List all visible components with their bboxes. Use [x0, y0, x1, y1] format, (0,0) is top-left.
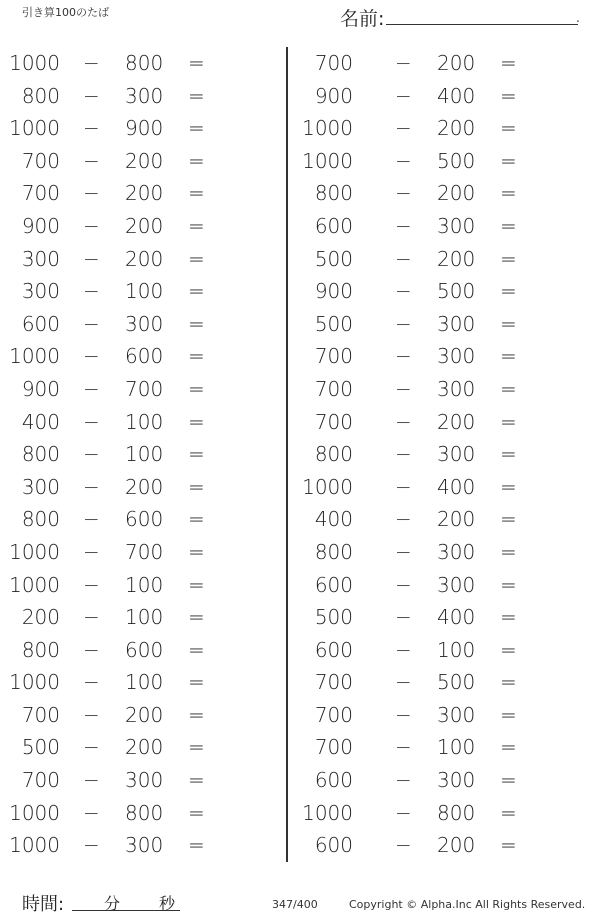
- minus-sign: −: [83, 768, 100, 793]
- problem-row: [290, 112, 600, 145]
- problem-row: [290, 569, 600, 602]
- equals-sign: =: [188, 670, 205, 695]
- minus-sign: −: [395, 83, 412, 108]
- problem-row: [290, 471, 600, 504]
- problem-row: [290, 536, 600, 569]
- minus-sign: −: [395, 376, 412, 401]
- problem-row: [290, 308, 600, 341]
- subtrahend: 200: [125, 474, 164, 499]
- minus-sign: −: [83, 800, 100, 825]
- subtrahend: 400: [437, 474, 476, 499]
- minus-sign: −: [83, 344, 100, 369]
- problem-row: [290, 503, 600, 536]
- equals-sign: =: [188, 279, 205, 304]
- equals-sign: =: [500, 246, 517, 271]
- subtrahend: 200: [125, 702, 164, 727]
- problem-row: [0, 112, 285, 145]
- equals-sign: =: [500, 116, 517, 141]
- problem-row: [290, 731, 600, 764]
- subtrahend: 800: [437, 800, 476, 825]
- minuend: 800: [21, 507, 60, 532]
- minus-sign: −: [395, 539, 412, 564]
- subtrahend: 200: [125, 148, 164, 173]
- subtrahend: 100: [125, 279, 164, 304]
- subtrahend: 800: [125, 800, 164, 825]
- equals-sign: =: [500, 344, 517, 369]
- minuend: 700: [314, 376, 353, 401]
- minus-sign: −: [395, 735, 412, 760]
- problem-row: [0, 210, 285, 243]
- minuend: 600: [314, 213, 353, 238]
- minus-sign: −: [395, 833, 412, 858]
- minuend: 1000: [9, 572, 60, 597]
- minus-sign: −: [83, 442, 100, 467]
- minuend: 600: [314, 637, 353, 662]
- problem-row: [290, 699, 600, 732]
- equals-sign: =: [500, 148, 517, 173]
- minus-sign: −: [395, 507, 412, 532]
- minuend: 500: [314, 311, 353, 336]
- minuend: 600: [314, 768, 353, 793]
- minus-sign: −: [83, 735, 100, 760]
- problem-row: [0, 569, 285, 602]
- subtrahend: 300: [125, 768, 164, 793]
- minus-sign: −: [83, 409, 100, 434]
- subtrahend: 200: [125, 213, 164, 238]
- equals-sign: =: [188, 213, 205, 238]
- minus-sign: −: [395, 344, 412, 369]
- minus-sign: −: [395, 51, 412, 75]
- minuend: 700: [314, 344, 353, 369]
- equals-sign: =: [500, 409, 517, 434]
- problem-row: [0, 764, 285, 797]
- minus-sign: −: [395, 148, 412, 173]
- minus-sign: −: [395, 181, 412, 206]
- problem-row: [0, 145, 285, 178]
- subtrahend: 300: [437, 768, 476, 793]
- subtrahend: 500: [437, 670, 476, 695]
- equals-sign: =: [500, 768, 517, 793]
- minuend: 1000: [302, 148, 353, 173]
- problem-row: [0, 601, 285, 634]
- subtrahend: 200: [437, 833, 476, 858]
- subtrahend: 100: [437, 637, 476, 662]
- minuend: 800: [314, 442, 353, 467]
- minus-sign: −: [83, 51, 100, 75]
- minuend: 1000: [9, 116, 60, 141]
- minuend: 700: [314, 702, 353, 727]
- equals-sign: =: [500, 605, 517, 630]
- subtrahend: 800: [125, 51, 164, 75]
- problem-row: [0, 634, 285, 667]
- minus-sign: −: [395, 213, 412, 238]
- equals-sign: =: [500, 442, 517, 467]
- minuend: 800: [21, 83, 60, 108]
- equals-sign: =: [188, 637, 205, 662]
- problem-row: [0, 275, 285, 308]
- equals-sign: =: [188, 311, 205, 336]
- minuend: 700: [314, 51, 353, 75]
- equals-sign: =: [500, 213, 517, 238]
- equals-sign: =: [188, 51, 205, 75]
- minuend: 700: [21, 148, 60, 173]
- minus-sign: −: [83, 702, 100, 727]
- minuend: 300: [21, 246, 60, 271]
- minuend: 900: [21, 376, 60, 401]
- minuend: 700: [21, 702, 60, 727]
- subtrahend: 100: [437, 735, 476, 760]
- problem-row: [0, 177, 285, 210]
- minuend: 900: [314, 83, 353, 108]
- minus-sign: −: [395, 670, 412, 695]
- minuend: 700: [314, 735, 353, 760]
- problem-row: [0, 80, 285, 113]
- subtrahend: 400: [437, 83, 476, 108]
- problem-row: [290, 634, 600, 667]
- minuend: 300: [21, 474, 60, 499]
- problem-row: [0, 829, 285, 862]
- equals-sign: =: [500, 670, 517, 695]
- minus-sign: −: [83, 539, 100, 564]
- problem-row: [0, 308, 285, 341]
- equals-sign: =: [500, 637, 517, 662]
- minuend: 1000: [9, 833, 60, 858]
- minus-sign: −: [395, 116, 412, 141]
- minuend: 800: [21, 637, 60, 662]
- equals-sign: =: [500, 376, 517, 401]
- subtrahend: 600: [125, 637, 164, 662]
- minus-sign: −: [83, 376, 100, 401]
- equals-sign: =: [188, 735, 205, 760]
- problem-row: [290, 797, 600, 830]
- minuend: 1000: [9, 800, 60, 825]
- subtrahend: 700: [125, 539, 164, 564]
- copyright: Copyright © Alpha.Inc All Rights Reserved.: [349, 898, 586, 911]
- time-label: 時間:: [22, 894, 65, 915]
- minuend: 600: [314, 572, 353, 597]
- problem-row: [290, 145, 600, 178]
- page-number: 347/400: [272, 898, 318, 911]
- problem-row: [0, 731, 285, 764]
- minuend: 400: [21, 409, 60, 434]
- equals-sign: =: [188, 572, 205, 597]
- equals-sign: =: [500, 83, 517, 108]
- right-column: [290, 47, 600, 862]
- minus-sign: −: [83, 181, 100, 206]
- minuend: 400: [314, 507, 353, 532]
- minus-sign: −: [395, 311, 412, 336]
- minus-sign: −: [83, 507, 100, 532]
- subtrahend: 200: [437, 116, 476, 141]
- equals-sign: =: [500, 735, 517, 760]
- subtrahend: 200: [437, 246, 476, 271]
- minus-sign: −: [83, 670, 100, 695]
- problem-row: [0, 503, 285, 536]
- problem-row: [0, 406, 285, 439]
- minus-sign: −: [395, 474, 412, 499]
- subtrahend: 500: [437, 148, 476, 173]
- equals-sign: =: [188, 246, 205, 271]
- minuend: 500: [314, 246, 353, 271]
- minuend: 1000: [9, 670, 60, 695]
- problem-row: [0, 47, 285, 80]
- minus-sign: −: [83, 637, 100, 662]
- subtrahend: 100: [125, 572, 164, 597]
- equals-sign: =: [188, 409, 205, 434]
- minuend: 700: [21, 181, 60, 206]
- equals-sign: =: [500, 572, 517, 597]
- equals-sign: =: [188, 376, 205, 401]
- minuend: 800: [314, 181, 353, 206]
- equals-sign: =: [188, 148, 205, 173]
- problem-row: [0, 243, 285, 276]
- problem-row: [0, 373, 285, 406]
- minuend: 300: [21, 279, 60, 304]
- minus-sign: −: [83, 311, 100, 336]
- subtrahend: 600: [125, 344, 164, 369]
- problem-row: [290, 438, 600, 471]
- subtrahend: 200: [437, 51, 476, 75]
- seconds-label: 秒: [159, 894, 176, 913]
- subtrahend: 100: [125, 605, 164, 630]
- problem-row: [290, 177, 600, 210]
- problem-row: [290, 601, 600, 634]
- problem-row: [0, 471, 285, 504]
- equals-sign: =: [500, 474, 517, 499]
- equals-sign: =: [188, 344, 205, 369]
- subtrahend: 300: [437, 539, 476, 564]
- equals-sign: =: [188, 83, 205, 108]
- minuend: 800: [21, 442, 60, 467]
- subtrahend: 900: [125, 116, 164, 141]
- subtrahend: 100: [125, 442, 164, 467]
- subtrahend: 300: [437, 572, 476, 597]
- problem-row: [290, 373, 600, 406]
- minus-sign: −: [83, 572, 100, 597]
- minuend: 500: [314, 605, 353, 630]
- problem-row: [0, 536, 285, 569]
- equals-sign: =: [188, 702, 205, 727]
- problem-row: [290, 666, 600, 699]
- problem-row: [0, 340, 285, 373]
- minuend: 700: [314, 409, 353, 434]
- minuend: 200: [21, 605, 60, 630]
- equals-sign: =: [500, 507, 517, 532]
- subtrahend: 200: [125, 181, 164, 206]
- problem-row: [290, 47, 600, 80]
- name-label: 名前:: [340, 8, 385, 30]
- equals-sign: =: [188, 833, 205, 858]
- minuend: 1000: [9, 344, 60, 369]
- equals-sign: =: [500, 539, 517, 564]
- minus-sign: −: [83, 148, 100, 173]
- minus-sign: −: [83, 246, 100, 271]
- minus-sign: −: [83, 116, 100, 141]
- minus-sign: −: [395, 605, 412, 630]
- minus-sign: −: [83, 83, 100, 108]
- subtrahend: 300: [125, 311, 164, 336]
- equals-sign: =: [188, 507, 205, 532]
- minutes-label: 分: [104, 894, 121, 913]
- left-column: [0, 47, 285, 862]
- minus-sign: −: [395, 637, 412, 662]
- equals-sign: =: [500, 800, 517, 825]
- subtrahend: 300: [437, 376, 476, 401]
- problem-row: [290, 829, 600, 862]
- minus-sign: −: [83, 605, 100, 630]
- equals-sign: =: [188, 442, 205, 467]
- name-line[interactable]: [386, 24, 578, 25]
- equals-sign: =: [500, 181, 517, 206]
- minuend: 500: [21, 735, 60, 760]
- subtrahend: 200: [125, 246, 164, 271]
- subtrahend: 200: [437, 181, 476, 206]
- subtrahend: 200: [437, 409, 476, 434]
- equals-sign: =: [500, 311, 517, 336]
- equals-sign: =: [188, 768, 205, 793]
- minuend: 1000: [9, 51, 60, 75]
- subtrahend: 500: [437, 279, 476, 304]
- equals-sign: =: [188, 474, 205, 499]
- minuend: 600: [314, 833, 353, 858]
- subtrahend: 300: [437, 442, 476, 467]
- minus-sign: −: [83, 474, 100, 499]
- minuend: 900: [314, 279, 353, 304]
- subtrahend: 700: [125, 376, 164, 401]
- subtrahend: 300: [125, 83, 164, 108]
- minuend: 1000: [302, 116, 353, 141]
- equals-sign: =: [188, 539, 205, 564]
- minuend: 1000: [9, 539, 60, 564]
- subtrahend: 200: [437, 507, 476, 532]
- minus-sign: −: [395, 246, 412, 271]
- problem-row: [290, 80, 600, 113]
- minuend: 1000: [302, 474, 353, 499]
- equals-sign: =: [188, 116, 205, 141]
- equals-sign: =: [500, 279, 517, 304]
- minus-sign: −: [395, 800, 412, 825]
- minuend: 1000: [302, 800, 353, 825]
- minuend: 900: [21, 213, 60, 238]
- problem-row: [290, 340, 600, 373]
- minuend: 600: [21, 311, 60, 336]
- equals-sign: =: [500, 702, 517, 727]
- problem-row: [0, 797, 285, 830]
- equals-sign: =: [188, 181, 205, 206]
- name-end-dot: .: [576, 11, 580, 25]
- subtrahend: 200: [125, 735, 164, 760]
- minus-sign: −: [395, 572, 412, 597]
- equals-sign: =: [500, 51, 517, 75]
- equals-sign: =: [500, 833, 517, 858]
- subtrahend: 400: [437, 605, 476, 630]
- problem-row: [290, 243, 600, 276]
- minuend: 700: [314, 670, 353, 695]
- minus-sign: −: [395, 409, 412, 434]
- minuend: 700: [21, 768, 60, 793]
- problem-row: [0, 699, 285, 732]
- subtrahend: 100: [125, 409, 164, 434]
- minus-sign: −: [395, 279, 412, 304]
- problem-row: [290, 764, 600, 797]
- minus-sign: −: [395, 768, 412, 793]
- problem-row: [290, 210, 600, 243]
- minus-sign: −: [83, 213, 100, 238]
- problem-row: [290, 406, 600, 439]
- subtrahend: 300: [125, 833, 164, 858]
- minus-sign: −: [395, 702, 412, 727]
- minuend: 800: [314, 539, 353, 564]
- minus-sign: −: [83, 833, 100, 858]
- minus-sign: −: [395, 442, 412, 467]
- worksheet-title: 引き算100のたば: [22, 6, 109, 19]
- problem-row: [290, 275, 600, 308]
- column-divider: [286, 47, 288, 862]
- subtrahend: 300: [437, 311, 476, 336]
- equals-sign: =: [188, 800, 205, 825]
- subtrahend: 300: [437, 344, 476, 369]
- problem-row: [0, 666, 285, 699]
- subtrahend: 300: [437, 213, 476, 238]
- minus-sign: −: [83, 279, 100, 304]
- subtrahend: 300: [437, 702, 476, 727]
- subtrahend: 600: [125, 507, 164, 532]
- problem-row: [0, 438, 285, 471]
- equals-sign: =: [188, 605, 205, 630]
- subtrahend: 100: [125, 670, 164, 695]
